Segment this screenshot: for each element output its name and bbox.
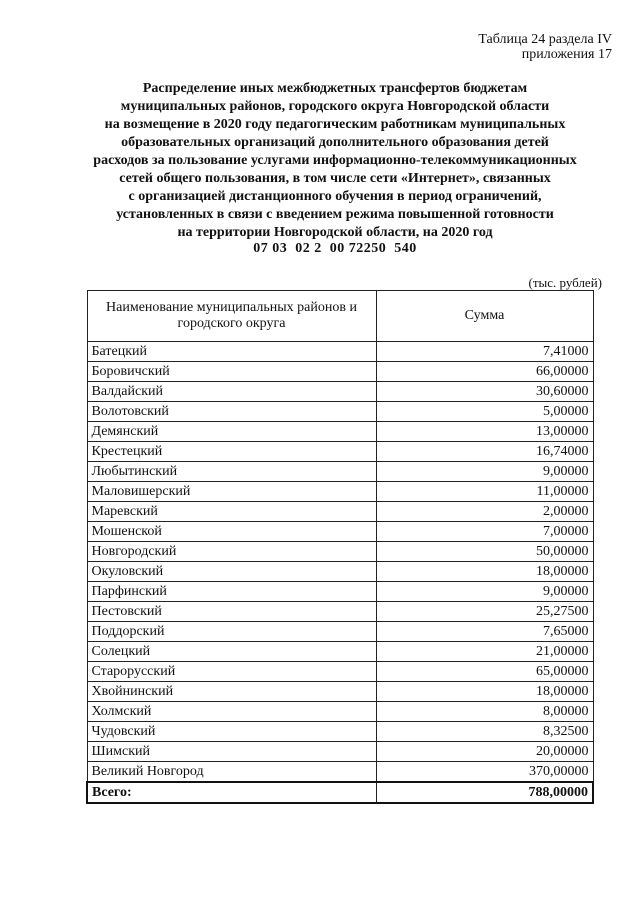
district-name-cell: Старорусский bbox=[87, 662, 376, 682]
reference-line-1: Таблица 24 раздела IV bbox=[478, 32, 612, 47]
district-name-cell: Окуловский bbox=[87, 562, 376, 582]
amount-cell: 2,00000 bbox=[376, 502, 593, 522]
column-header-name: Наименование муниципальных районов и городского округа bbox=[87, 291, 376, 342]
district-name-cell: Чудовский bbox=[87, 722, 376, 742]
reference-line-2: приложения 17 bbox=[521, 47, 612, 62]
district-name-cell: Демянский bbox=[87, 422, 376, 442]
title-line: сетей общего пользования, в том числе сети «Интернет», связанных bbox=[119, 171, 551, 186]
district-name-cell: Великий Новгород bbox=[87, 762, 376, 783]
table-row bbox=[87, 342, 593, 362]
district-name-cell: Валдайский bbox=[87, 382, 376, 402]
title-line: на возмещение в 2020 году педагогическим работникам муниципальных bbox=[104, 117, 566, 132]
amount-cell: 65,00000 bbox=[376, 662, 593, 682]
amount-cell: 50,00000 bbox=[376, 542, 593, 562]
table-row bbox=[87, 462, 593, 482]
column-header-sum: Сумма bbox=[376, 291, 593, 342]
total-amount-cell: 788,00000 bbox=[376, 782, 593, 803]
amount-cell: 7,41000 bbox=[376, 342, 593, 362]
district-name-cell: Батецкий bbox=[87, 342, 376, 362]
district-name-cell: Маловишерский bbox=[87, 482, 376, 502]
amount-cell: 9,00000 bbox=[376, 582, 593, 602]
amount-cell: 8,00000 bbox=[376, 702, 593, 722]
table-row bbox=[87, 582, 593, 602]
table-row bbox=[87, 442, 593, 462]
budget-classification-code: 07 03 02 2 00 72250 540 bbox=[253, 241, 417, 256]
title-line: установленных в связи с введением режима повышенной готовности bbox=[116, 207, 554, 222]
district-name-cell: Поддорский bbox=[87, 622, 376, 642]
table-row bbox=[87, 382, 593, 402]
table-row bbox=[87, 482, 593, 502]
table-row bbox=[87, 742, 593, 762]
amount-cell: 66,00000 bbox=[376, 362, 593, 382]
table-reference bbox=[478, 32, 612, 62]
amount-cell: 9,00000 bbox=[376, 462, 593, 482]
amount-cell: 13,00000 bbox=[376, 422, 593, 442]
amount-cell: 18,00000 bbox=[376, 682, 593, 702]
district-name-cell: Маревский bbox=[87, 502, 376, 522]
amount-cell: 7,00000 bbox=[376, 522, 593, 542]
title-line: с организацией дистанционного обучения в период ограничений, bbox=[128, 189, 542, 204]
amount-cell: 21,00000 bbox=[376, 642, 593, 662]
amount-cell: 16,74000 bbox=[376, 442, 593, 462]
district-name-cell: Новгородский bbox=[87, 542, 376, 562]
table-row bbox=[87, 622, 593, 642]
title-line: Распределение иных межбюджетных трансфертов бюджетам bbox=[142, 81, 528, 96]
units-label: (тыс. рублей) bbox=[528, 275, 602, 290]
table-row bbox=[87, 502, 593, 522]
title-line: на территории Новгородской области, на 2020 год bbox=[177, 225, 493, 240]
district-name-cell: Парфинский bbox=[87, 582, 376, 602]
title-line: образовательных организаций дополнительного образования детей bbox=[121, 135, 549, 150]
table-row bbox=[87, 642, 593, 662]
title-line: муниципальных районов, городского округа Новгородской области bbox=[120, 99, 550, 114]
amount-cell: 11,00000 bbox=[376, 482, 593, 502]
table-body bbox=[87, 342, 593, 804]
district-name-cell: Крестецкий bbox=[87, 442, 376, 462]
district-name-cell: Солецкий bbox=[87, 642, 376, 662]
amount-cell: 5,00000 bbox=[376, 402, 593, 422]
district-name-cell: Любытинский bbox=[87, 462, 376, 482]
table-row bbox=[87, 682, 593, 702]
amount-cell: 18,00000 bbox=[376, 562, 593, 582]
district-name-cell: Волотовский bbox=[87, 402, 376, 422]
document-title bbox=[70, 80, 600, 242]
table-row bbox=[87, 762, 593, 783]
table-row bbox=[87, 362, 593, 382]
total-label-cell: Всего: bbox=[87, 782, 376, 803]
district-name-cell: Шимский bbox=[87, 742, 376, 762]
amount-cell: 20,00000 bbox=[376, 742, 593, 762]
district-name-cell: Мошенской bbox=[87, 522, 376, 542]
table-row bbox=[87, 562, 593, 582]
amount-cell: 30,60000 bbox=[376, 382, 593, 402]
district-name-cell: Холмский bbox=[87, 702, 376, 722]
table-row bbox=[87, 702, 593, 722]
table-row bbox=[87, 422, 593, 442]
amount-cell: 370,00000 bbox=[376, 762, 593, 783]
amount-cell: 25,27500 bbox=[376, 602, 593, 622]
table-row bbox=[87, 722, 593, 742]
district-name-cell: Хвойнинский bbox=[87, 682, 376, 702]
table-row bbox=[87, 522, 593, 542]
table-header-row bbox=[87, 291, 593, 342]
district-name-cell: Пестовский bbox=[87, 602, 376, 622]
title-line: расходов за пользование услугами информационно-телекоммуникационных bbox=[93, 153, 577, 168]
table-row bbox=[87, 542, 593, 562]
table-row bbox=[87, 402, 593, 422]
total-row bbox=[87, 782, 593, 803]
distribution-table bbox=[86, 290, 594, 804]
district-name-cell: Боровичский bbox=[87, 362, 376, 382]
amount-cell: 8,32500 bbox=[376, 722, 593, 742]
table-row bbox=[87, 602, 593, 622]
amount-cell: 7,65000 bbox=[376, 622, 593, 642]
table-row bbox=[87, 662, 593, 682]
